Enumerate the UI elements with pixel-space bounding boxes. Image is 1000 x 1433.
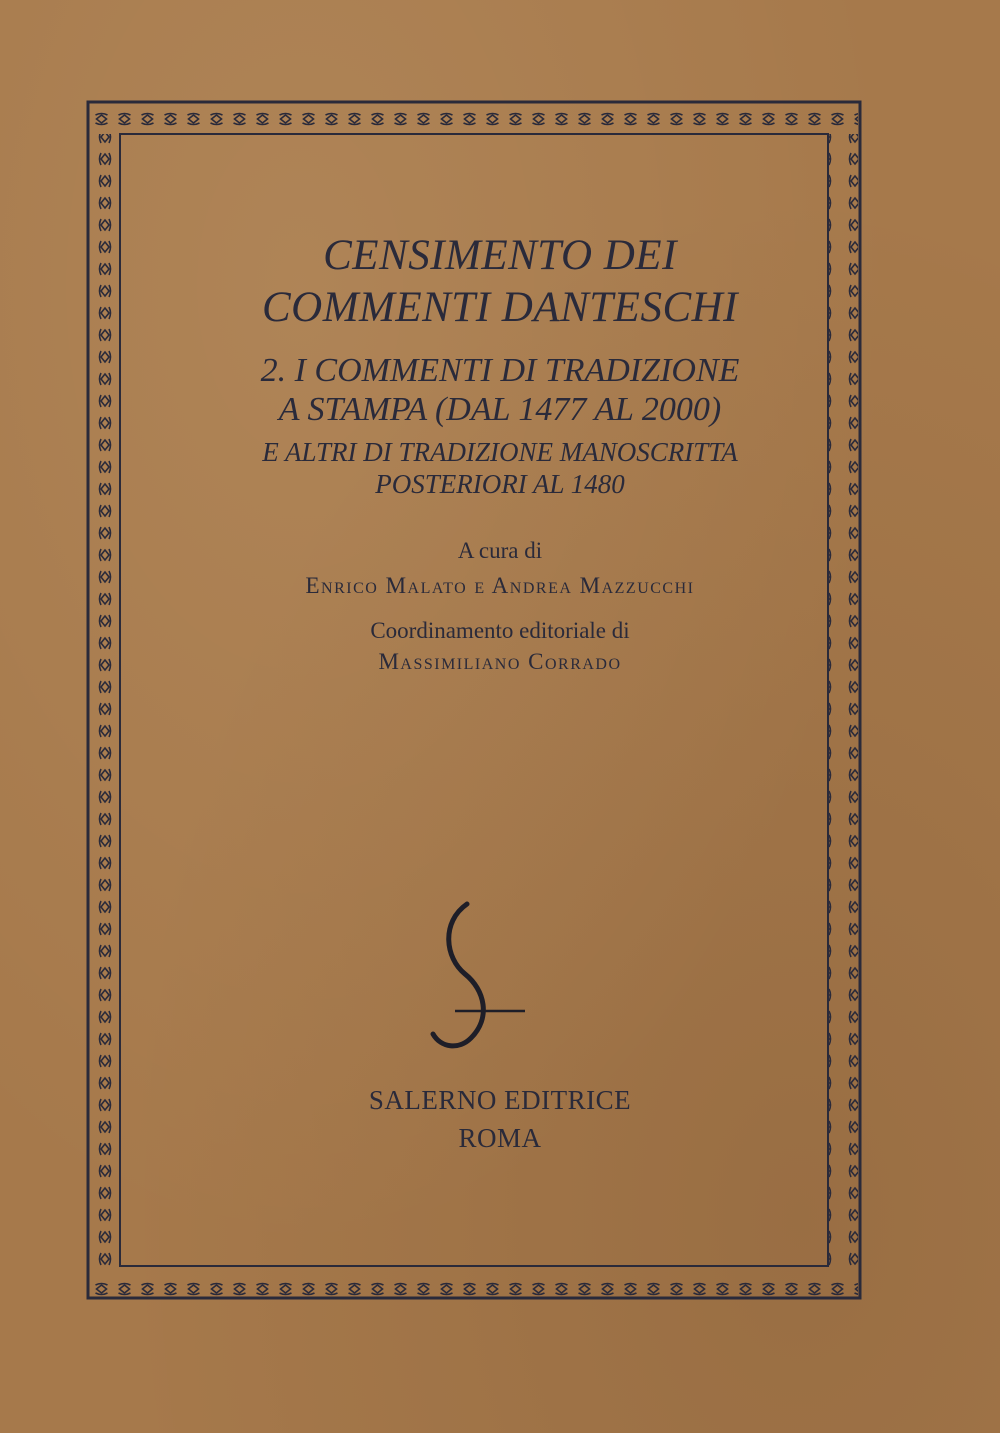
coordination-label: Coordinamento editoriale di	[370, 618, 630, 643]
volume-line-1: 2. I COMMENTI DI TRADIZIONE	[260, 352, 740, 389]
coordination-name: Massimiliano Corrado	[378, 649, 622, 674]
publisher-name: SALERNO EDITRICE	[368, 1085, 632, 1115]
volume-line-3: E ALTRI DI TRADIZIONE MANOSCRITTA	[262, 437, 738, 467]
editors-label: A cura di	[457, 538, 543, 563]
title-line-1: CENSIMENTO DEI	[323, 232, 677, 279]
publisher-city: ROMA	[458, 1123, 542, 1153]
salerno-logo-icon	[415, 900, 535, 1060]
volume-line-2: A STAMPA (DAL 1477 AL 2000)	[278, 391, 722, 428]
editors-names: Enrico Malato e Andrea Mazzucchi	[305, 573, 695, 598]
volume-line-4: POSTERIORI AL 1480	[375, 469, 625, 499]
title-line-2: COMMENTI DANTESCHI	[261, 284, 739, 331]
